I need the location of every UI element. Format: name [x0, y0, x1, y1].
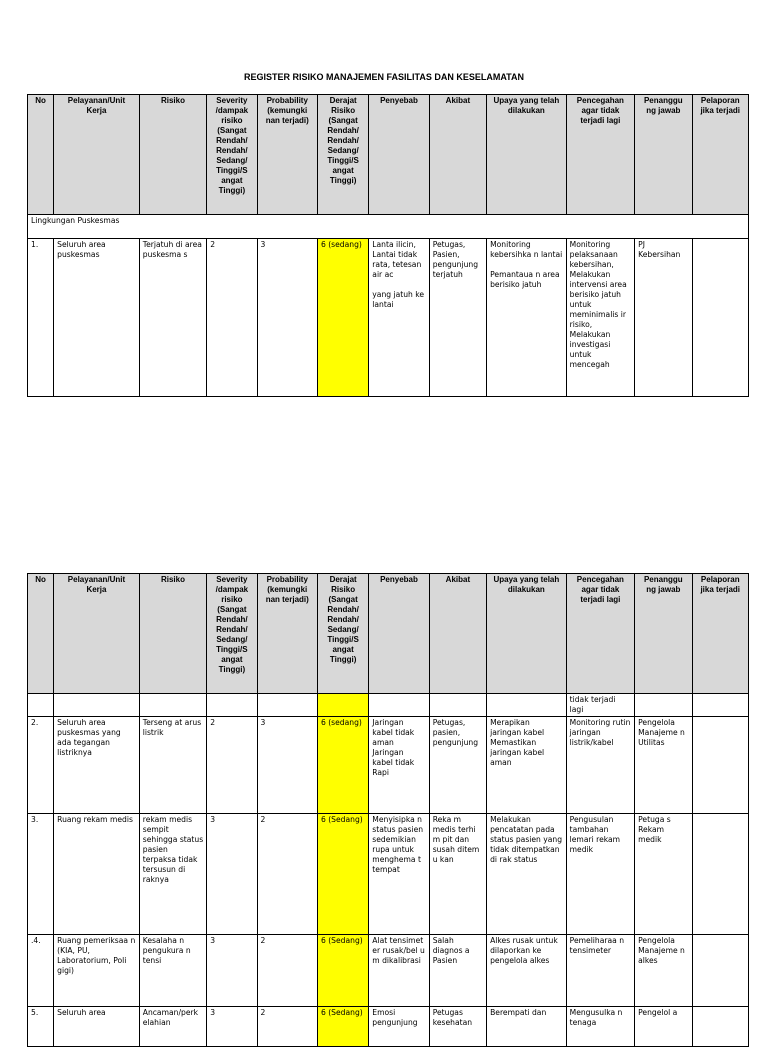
cell-penanggung: PJ Kebersihan	[635, 239, 692, 397]
cell-penyebab: Jaringan kabel tidak aman Jaringan kabel tidak Rapi	[369, 717, 429, 814]
cell-unit: Seluruh area puskesmas yang ada tegangan listriknya	[54, 717, 140, 814]
cell-severity: 2	[207, 239, 257, 397]
cell-derajat: 6 (sedang)	[317, 717, 368, 814]
header-akibat: Akibat	[429, 95, 486, 215]
cell-upaya: Monitoring kebersihka n lantai Pemantaua n area berisiko jatuh	[487, 239, 567, 397]
cell-no: 1.	[28, 239, 54, 397]
header-no: No	[28, 574, 54, 694]
cell-pelaporan	[692, 717, 749, 814]
cell-unit	[54, 694, 140, 717]
cell-penyebab: Lanta ilicin, Lantai tidak rata, tetesan air ac yang jatuh ke lantai	[369, 239, 429, 397]
cell-upaya: Alkes rusak untuk dilaporkan ke pengelola alkes	[487, 935, 567, 1007]
cell-penyebab: Emosi pengunjung	[369, 1007, 429, 1047]
cell-derajat: 6 (Sedang)	[317, 1007, 368, 1047]
cell-risiko	[139, 694, 206, 717]
header-pencegahan: Pencegahan agar tidak terjadi lagi	[566, 574, 634, 694]
cell-risiko: Kesalaha n pengukura n tensi	[139, 935, 206, 1007]
cell-penanggung: Pengelola Manajeme n Utilitas	[635, 717, 692, 814]
cell-risiko: Terseng at arus listrik	[139, 717, 206, 814]
cell-no: 2.	[28, 717, 54, 814]
cell-penanggung: Pengelol a	[635, 1007, 692, 1047]
cell-unit: Ruang pemeriksaa n (KIA, PU, Laboratorium, Poli gigi)	[54, 935, 140, 1007]
cell-severity: 3	[207, 1007, 257, 1047]
cell-penyebab: Menyisipka n status pasien sedemikian rupa untuk menghema t tempat	[369, 814, 429, 935]
header-probability: Probability (kemungki nan terjadi)	[257, 574, 317, 694]
cell-risiko: Ancaman/perk elahian	[139, 1007, 206, 1047]
cell-upaya: Berempati dan	[487, 1007, 567, 1047]
header-upaya: Upaya yang telah dilakukan	[487, 95, 567, 215]
cell-unit: Seluruh area	[54, 1007, 140, 1047]
header-derajat: Derajat Risiko (Sangat Rendah/ Rendah/ Sedang/ Tinggi/S angat Tinggi)	[317, 95, 368, 215]
risk-register-table-1	[27, 94, 749, 397]
header-unit: Pelayanan/Unit Kerja	[54, 95, 140, 215]
table-row	[28, 814, 749, 935]
cell-probability: 3	[257, 717, 317, 814]
cell-derajat: 6 (Sedang)	[317, 814, 368, 935]
cell-severity: 3	[207, 814, 257, 935]
cell-unit: Seluruh area puskesmas	[54, 239, 140, 397]
cell-akibat	[429, 694, 486, 717]
cell-penanggung: Petuga s Rekam medik	[635, 814, 692, 935]
table-row	[28, 239, 749, 397]
header-penyebab: Penyebab	[369, 95, 429, 215]
cell-akibat: Petugas kesehatan	[429, 1007, 486, 1047]
table-row	[28, 717, 749, 814]
cell-upaya: Melakukan pencatatan pada status pasien yang tidak ditempatkan di rak status	[487, 814, 567, 935]
header-risiko: Risiko	[139, 574, 206, 694]
cell-derajat: 6 (sedang)	[317, 239, 368, 397]
cell-no: 5.	[28, 1007, 54, 1047]
header-upaya: Upaya yang telah dilakukan	[487, 574, 567, 694]
section-row	[28, 215, 749, 239]
cell-pelaporan	[692, 694, 749, 717]
header-no: No	[28, 95, 54, 215]
table-row	[28, 694, 749, 717]
cell-pelaporan	[692, 935, 749, 1007]
cell-akibat: Petugas, Pasien, pengunjung terjatuh	[429, 239, 486, 397]
header-derajat: Derajat Risiko (Sangat Rendah/ Rendah/ Sedang/ Tinggi/S angat Tinggi)	[317, 574, 368, 694]
header-penyebab: Penyebab	[369, 574, 429, 694]
header-pencegahan: Pencegahan agar tidak terjadi lagi	[566, 95, 634, 215]
cell-pencegahan: Mengusulka n tenaga	[566, 1007, 634, 1047]
cell-akibat: Salah diagnos a Pasien	[429, 935, 486, 1007]
header-row	[28, 574, 749, 694]
cell-severity: 3	[207, 935, 257, 1007]
cell-probability	[257, 694, 317, 717]
header-akibat: Akibat	[429, 574, 486, 694]
cell-penanggung: Pengelola Manajeme n alkes	[635, 935, 692, 1007]
header-penanggung: Penanggu ng jawab	[635, 95, 692, 215]
header-severity: Severity /dampak risiko (Sangat Rendah/ Rendah/ Sedang/ Tinggi/S angat Tinggi)	[207, 574, 257, 694]
cell-upaya	[487, 694, 567, 717]
header-pelaporan: Pelaporan jika terjadi	[692, 95, 749, 215]
cell-derajat	[317, 694, 368, 717]
header-probability: Probability (kemungki nan terjadi)	[257, 95, 317, 215]
cell-no	[28, 694, 54, 717]
header-penanggung: Penanggu ng jawab	[635, 574, 692, 694]
table-row	[28, 1007, 749, 1047]
cell-probability: 2	[257, 935, 317, 1007]
cell-pencegahan: Pengusulan tambahan lemari rekam medik	[566, 814, 634, 935]
cell-penyebab	[369, 694, 429, 717]
document-title: REGISTER RISIKO MANAJEMEN FASILITAS DAN KESELAMATAN	[243, 72, 524, 82]
cell-risiko: rekam medis sempit sehingga status pasien terpaksa tidak tersusun di raknya	[139, 814, 206, 935]
header-unit: Pelayanan/Unit Kerja	[54, 574, 140, 694]
cell-derajat: 6 (Sedang)	[317, 935, 368, 1007]
cell-akibat: Reka m medis terhi m pit dan susah ditem u kan	[429, 814, 486, 935]
cell-no: 3.	[28, 814, 54, 935]
header-severity: Severity /dampak risiko (Sangat Rendah/ Rendah/ Sedang/ Tinggi/S angat Tinggi)	[207, 95, 257, 215]
cell-severity	[207, 694, 257, 717]
cell-probability: 2	[257, 1007, 317, 1047]
header-row	[28, 95, 749, 215]
cell-akibat: Petugas, pasien, pengunjung	[429, 717, 486, 814]
cell-probability: 3	[257, 239, 317, 397]
cell-penyebab: Alat tensimet er rusak/bel u m dikalibrasi	[369, 935, 429, 1007]
cell-pencegahan: Monitoring rutin jaringan listrik/kabel	[566, 717, 634, 814]
header-pelaporan: Pelaporan jika terjadi	[692, 574, 749, 694]
risk-register-table-2	[27, 573, 749, 1047]
cell-pelaporan	[692, 1007, 749, 1047]
table-row	[28, 935, 749, 1007]
cell-unit: Ruang rekam medis	[54, 814, 140, 935]
cell-pelaporan	[692, 239, 749, 397]
header-risiko: Risiko	[139, 95, 206, 215]
cell-pencegahan: Pemeliharaa n tensimeter	[566, 935, 634, 1007]
section-label: Lingkungan Puskesmas	[28, 215, 749, 239]
cell-probability: 2	[257, 814, 317, 935]
cell-pelaporan	[692, 814, 749, 935]
cell-risiko: Terjatuh di area puskesma s	[139, 239, 206, 397]
cell-penanggung	[635, 694, 692, 717]
cell-upaya: Merapikan jaringan kabel Memastikan jaringan kabel aman	[487, 717, 567, 814]
cell-severity: 2	[207, 717, 257, 814]
cell-no: .4.	[28, 935, 54, 1007]
cell-pencegahan: tidak terjadi lagi	[566, 694, 634, 717]
cell-pencegahan: Monitoring pelaksanaan kebersihan, Melakukan intervensi area berisiko jatuh untuk meminimalis ir risiko, Melakukan investigasi untuk mencegah	[566, 239, 634, 397]
